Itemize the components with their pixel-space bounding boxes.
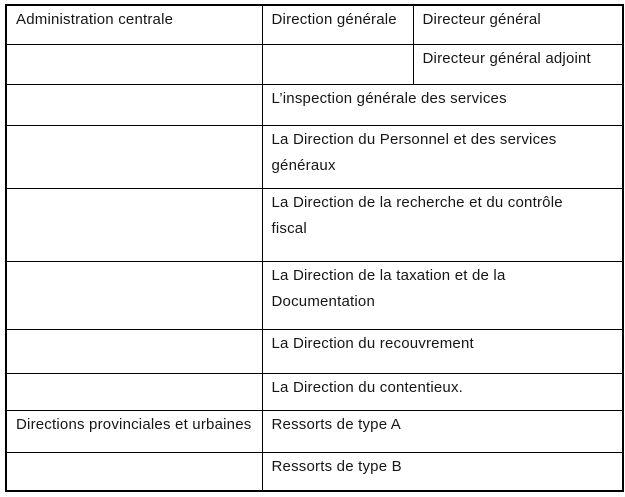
table-row [6, 188, 623, 261]
cell-empty [6, 188, 262, 261]
cell-text: Ressorts de type A [271, 415, 401, 433]
cell-empty [6, 84, 262, 125]
cell-text: Administration centrale [16, 11, 174, 28]
table-row [6, 410, 623, 452]
table-row [6, 5, 623, 44]
cell-text: Ressorts de type B [271, 457, 402, 475]
cell-directeur-general-adjoint [413, 44, 623, 84]
cell-ressorts-type-a [262, 410, 623, 452]
cell-text: L’inspection générale des services [271, 89, 507, 107]
cell-direction-taxation [262, 261, 623, 329]
cell-empty [6, 125, 262, 188]
cell-text: Documentation [271, 292, 375, 310]
table-row [6, 84, 623, 125]
cell-text: Direction générale [271, 11, 397, 28]
cell-ressorts-type-b [262, 452, 623, 491]
table-row [6, 261, 623, 329]
cell-direction-contentieux [262, 373, 623, 410]
cell-directions-provinciales [6, 410, 262, 452]
cell-text: La Direction de la taxation et de la [271, 266, 506, 284]
cell-direction-personnel [262, 125, 623, 188]
cell-text: La Direction du Personnel et des services [271, 130, 557, 148]
table-row [6, 329, 623, 373]
table-row [6, 125, 623, 188]
cell-text: fiscal [271, 219, 307, 237]
cell-text: Directions provinciales et urbaines [16, 415, 252, 433]
cell-administration-centrale [6, 5, 262, 44]
cell-text: Directeur général [422, 11, 541, 28]
cell-empty [6, 373, 262, 410]
cell-directeur-general [413, 5, 623, 44]
cell-text: La Direction de la recherche et du contrôle [271, 193, 563, 211]
cell-text: La Direction du contentieux. [271, 378, 464, 396]
cell-text: La Direction du recouvrement [271, 334, 474, 352]
cell-empty [262, 44, 413, 84]
cell-direction-generale [262, 5, 413, 44]
cell-empty [6, 329, 262, 373]
org-table [5, 4, 624, 492]
cell-direction-recouvrement [262, 329, 623, 373]
table-row [6, 373, 623, 410]
cell-empty [6, 452, 262, 491]
table-row [6, 452, 623, 491]
cell-direction-recherche [262, 188, 623, 261]
cell-inspection-generale [262, 84, 623, 125]
cell-empty [6, 261, 262, 329]
cell-text: Directeur général adjoint [422, 49, 591, 67]
cell-empty [6, 44, 262, 84]
table-row [6, 44, 623, 84]
cell-text: généraux [271, 156, 336, 174]
